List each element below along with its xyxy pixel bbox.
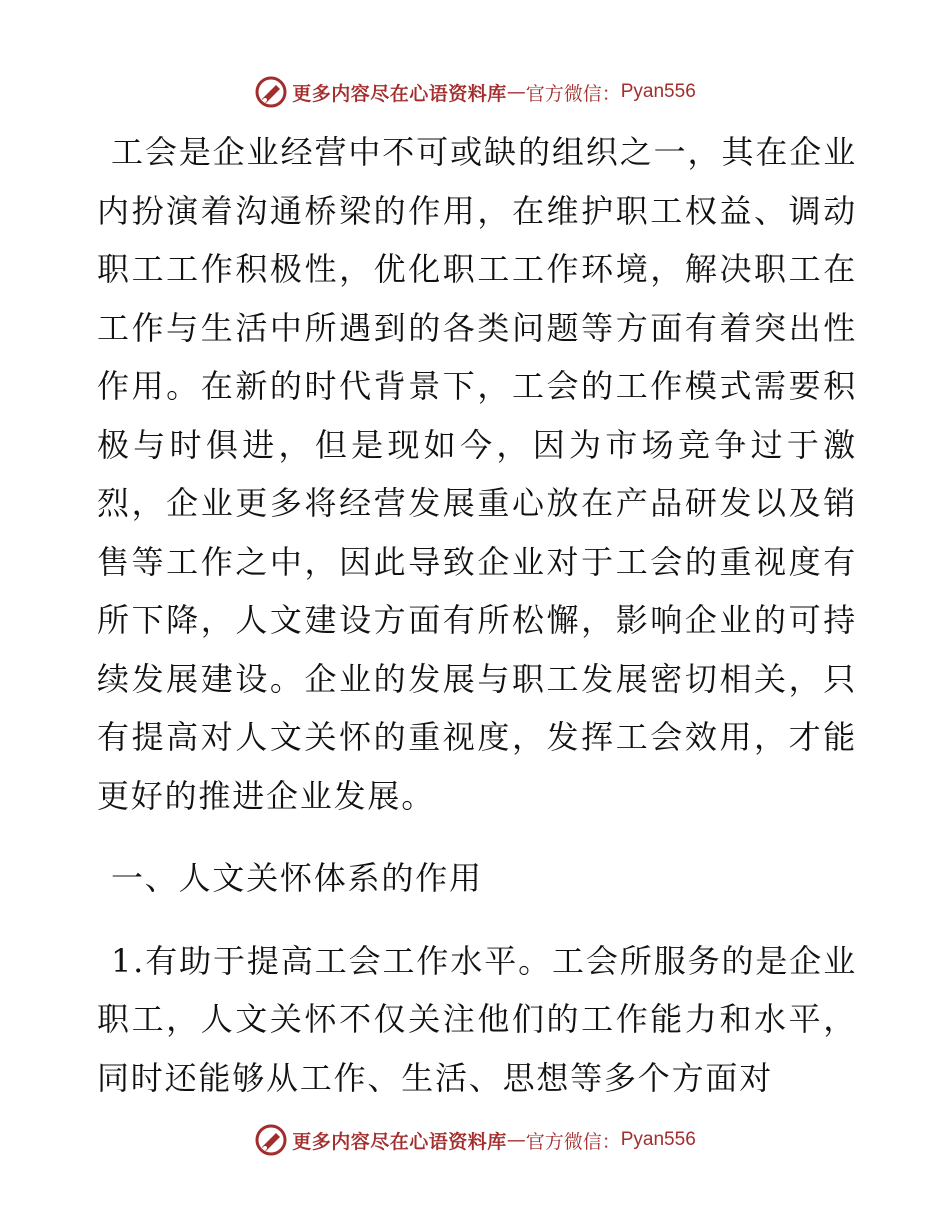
document-body	[97, 123, 857, 1107]
banner-wechat-id: Pyan556	[620, 81, 696, 102]
banner-wechat-id: Pyan556	[620, 1129, 696, 1150]
banner-text: 更多内容尽在心语资料库	[292, 82, 507, 105]
banner-text: 更多内容尽在心语资料库	[292, 1130, 507, 1153]
intro-paragraph: 工会是企业经营中不可或缺的组织之一，其在企业内扮演着沟通桥梁的作用，在维护职工权益、调动职工工作积极性，优化职工工作环境，解决职工在工作与生活中所遇到的各类问题等方面有着突出性作用。在新的时代背景下，工会的工作模式需要积极与时俱进，但是现如今，因为市场竞争过于激烈，企业更多将经营发展重心放在产品研发以及销售等工作之中，因此导致企业对于工会的重视度有所下降，人文建设方面有所松懈，影响企业的可持续发展建设。企业的发展与职工发展密切相关，只有提高对人文关怀的重视度，发挥工会效用，才能更好的推进企业发展。	[97, 133, 857, 815]
footer-banner	[0, 1120, 950, 1160]
banner-wechat-label: 官方微信：	[525, 1130, 621, 1153]
banner-separator: —	[506, 1129, 526, 1151]
logo-icon	[254, 75, 288, 109]
banner-wechat-label: 官方微信：	[525, 82, 621, 105]
banner-separator: —	[506, 81, 526, 103]
item-paragraph: 1.有助于提高工会工作水平。工会所服务的是企业职工，人文关怀不仅关注他们的工作能力和水平，同时还能够从工作、生活、思想等多个方面对	[97, 941, 857, 1097]
header-banner	[0, 72, 950, 112]
logo-icon	[254, 1123, 288, 1157]
section-heading: 一、人文关怀体系的作用	[111, 859, 483, 897]
